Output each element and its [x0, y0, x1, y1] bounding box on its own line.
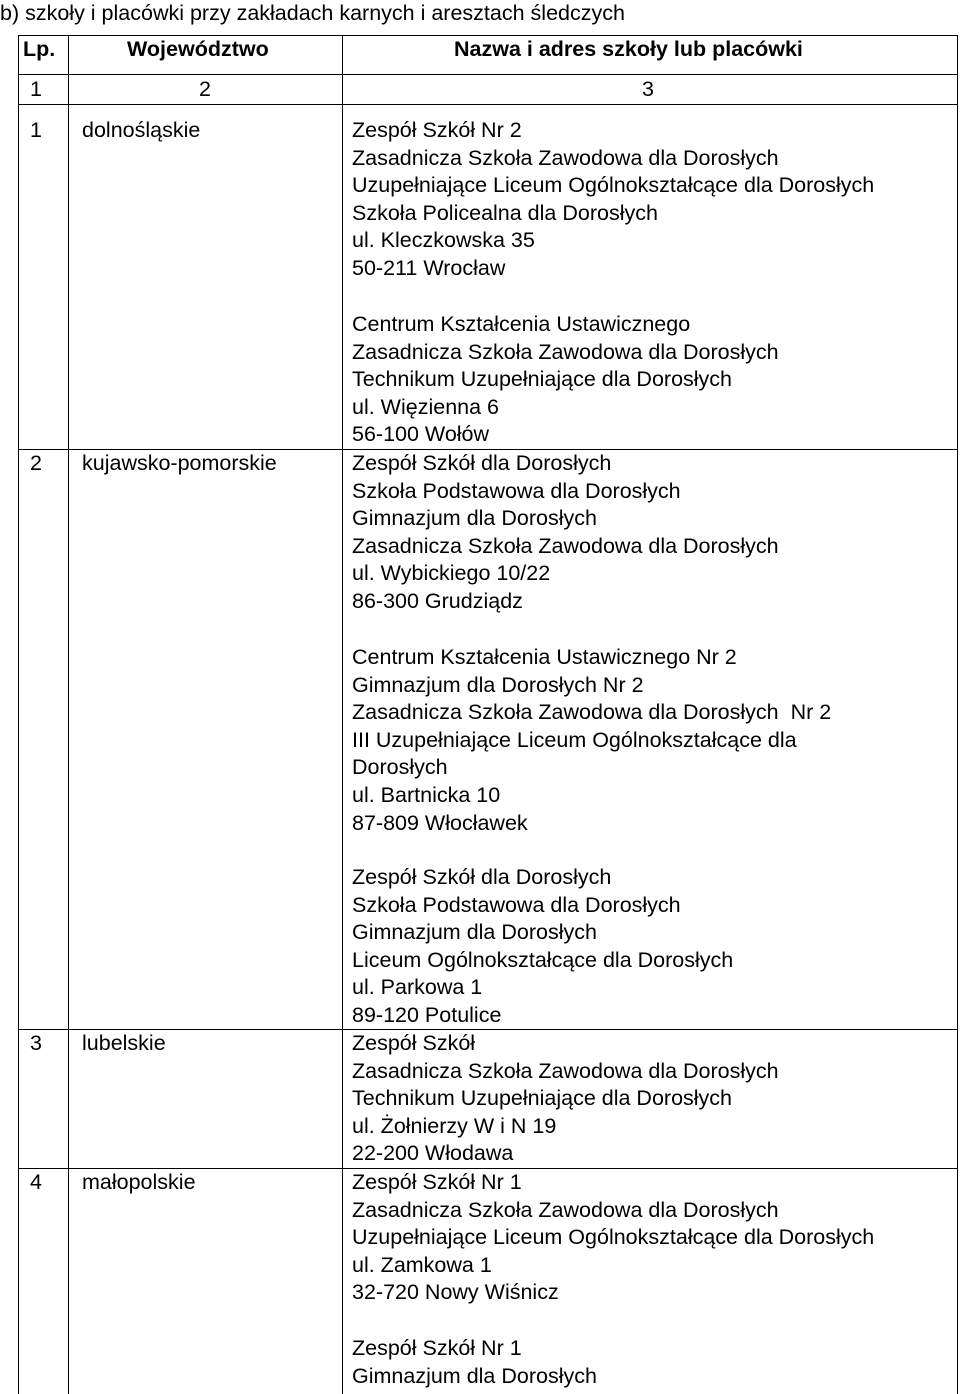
entry-line: Szkoła Podstawowa dla Dorosłych [352, 478, 681, 503]
column-number-2: 2 [199, 77, 211, 101]
row-lp: 2 [30, 451, 42, 475]
school-entry [352, 117, 874, 283]
entry-line: Zespół Szkół Nr 1 [352, 1336, 522, 1360]
entry-line: Szkoła Policealna dla Dorosłych [352, 200, 658, 225]
entry-line: Centrum Kształcenia Ustawicznego [352, 312, 691, 336]
entry-line: Zasadnicza Szkoła Zawodowa dla Dorosłych Nr 2 [352, 700, 832, 725]
header-nazwa: Nazwa i adres szkoły lub placówki [454, 37, 803, 61]
entry-line: Gimnazjum dla Dorosłych [352, 1363, 597, 1388]
entry-line: Zasadnicza Szkoła Zawodowa dla Dorosłych [352, 1197, 779, 1222]
school-entry [352, 644, 831, 837]
entry-line: Uzupełniające Liceum Ogólnokształcące dla Dorosłych [352, 1225, 875, 1250]
entry-line: Szkoła Podstawowa dla Dorosłych [352, 892, 681, 917]
table-border-right [957, 35, 958, 1394]
entry-address: ul. Parkowa 1 [352, 975, 483, 1000]
entry-line: Technikum Uzupełniające dla Dorosłych [352, 1086, 733, 1111]
header-row-divider [18, 74, 958, 75]
entry-line: Zespół Szkół Nr 1 [352, 1170, 522, 1194]
entry-line: Gimnazjum dla Dorosłych Nr 2 [352, 672, 644, 697]
row-lp: 4 [30, 1170, 42, 1194]
row-lp: 1 [30, 118, 42, 142]
entry-line: III Uzupełniające Liceum Ogólnokształcące dla [352, 727, 797, 752]
entry-line: Dorosłych [352, 755, 448, 780]
entry-line: Zasadnicza Szkoła Zawodowa dla Dorosłych [352, 339, 779, 364]
entry-address: ul. Żołnierzy W i N 19 [352, 1113, 557, 1138]
row-wojewodztwo: kujawsko-pomorskie [82, 451, 277, 475]
entry-line: Gimnazjum dla Dorosłych [352, 506, 597, 531]
entry-postal: 86-300 Grudziądz [352, 588, 523, 613]
entry-line: Zasadnicza Szkoła Zawodowa dla Dorosłych [352, 145, 779, 170]
row-wojewodztwo: dolnośląskie [82, 118, 201, 142]
entry-postal: 87-809 Włocławek [352, 810, 528, 835]
column-number-3: 3 [642, 77, 654, 101]
entry-line: Zespół Szkół dla Dorosłych [352, 451, 612, 475]
entry-line: Zespół Szkół Nr 2 [352, 118, 522, 142]
entry-line: Technikum Uzupełniające dla Dorosłych [352, 367, 733, 392]
entry-address: ul. Więzienna 6 [352, 394, 499, 419]
school-entry [352, 1169, 874, 1307]
entry-line: Gimnazjum dla Dorosłych [352, 920, 597, 945]
entry-line: Zespół Szkół dla Dorosłych [352, 865, 612, 889]
row-wojewodztwo: lubelskie [82, 1031, 166, 1055]
school-entry [352, 1335, 597, 1390]
document-title: b) szkoły i placówki przy zakładach karnych i aresztach śledczych [0, 1, 625, 25]
entry-postal: 22-200 Włodawa [352, 1141, 514, 1166]
entry-postal: 32-720 Nowy Wiśnicz [352, 1280, 559, 1305]
header-lp: Lp. [23, 37, 56, 61]
entry-postal: 50-211 Wrocław [352, 255, 506, 280]
entry-address: ul. Zamkowa 1 [352, 1252, 492, 1277]
entry-line: Zasadnicza Szkoła Zawodowa dla Dorosłych [352, 533, 779, 558]
school-entry [352, 1030, 779, 1168]
entry-line: Liceum Ogólnokształcące dla Dorosłych [352, 947, 734, 972]
row-lp: 3 [30, 1031, 42, 1055]
table-divider-wojewodztwo [342, 35, 343, 1394]
row-wojewodztwo: małopolskie [82, 1170, 196, 1194]
entry-address: ul. Bartnicka 10 [352, 782, 501, 807]
school-entry [352, 864, 733, 1030]
entry-address: ul. Kleczkowska 35 [352, 228, 535, 253]
entry-postal: 56-100 Wołów [352, 422, 490, 447]
column-number-1: 1 [30, 77, 42, 101]
school-entry [352, 450, 779, 616]
numbers-row-divider [18, 104, 958, 105]
entry-line: Uzupełniające Liceum Ogólnokształcące dla Dorosłych [352, 173, 875, 198]
table-divider-lp [68, 35, 69, 1394]
header-wojewodztwo: Województwo [127, 37, 269, 61]
entry-line: Centrum Kształcenia Ustawicznego Nr 2 [352, 645, 737, 669]
entry-postal: 89-120 Potulice [352, 1002, 502, 1027]
entry-line: Zespół Szkół [352, 1031, 476, 1055]
entry-line: Zasadnicza Szkoła Zawodowa dla Dorosłych [352, 1058, 779, 1083]
entry-address: ul. Wybickiego 10/22 [352, 561, 551, 586]
school-entry [352, 311, 779, 449]
table-border-left [18, 35, 19, 1394]
